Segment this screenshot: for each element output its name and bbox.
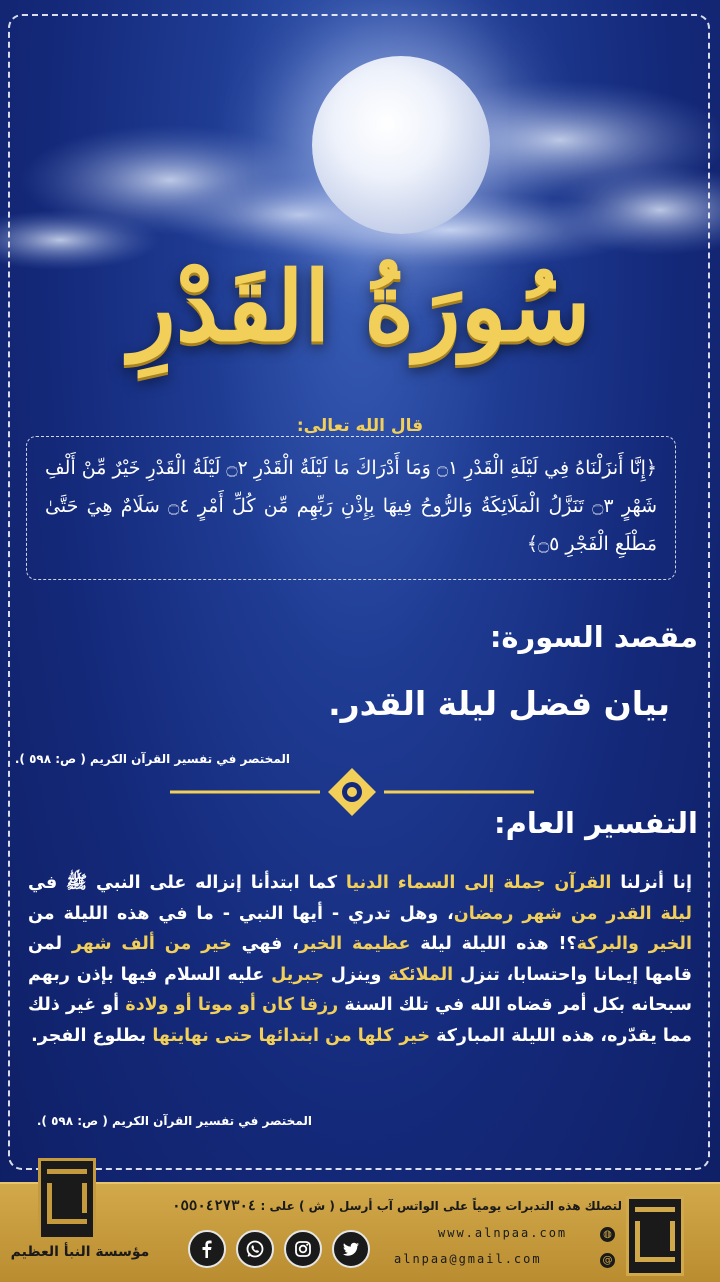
org-logo-icon: [38, 1158, 96, 1240]
tafsir-highlight: خير من ألف شهر: [71, 934, 232, 954]
tafsir-text: ؟! هذه الليلة ليلة: [410, 934, 577, 954]
email-link[interactable]: alnpaa@gmail.com: [394, 1252, 542, 1266]
subscribe-line: [172, 1198, 622, 1214]
tafsir-heading: التفسير العام:: [494, 806, 698, 840]
maqsad-source: المختصر في تفسير القرآن الكريم ( ص: ٥٩٨ ).: [14, 752, 290, 766]
tafsir-highlight: القرآن جملة إلى السماء الدنيا: [345, 873, 612, 893]
at-icon: @: [600, 1253, 615, 1268]
tafsir-highlight: جبريل: [271, 964, 324, 985]
intro-label: قال الله تعالى:: [296, 416, 424, 436]
tafsir-highlight: رزقا كان أو موتا أو ولادة: [125, 995, 339, 1015]
tafsir-text: وينزل: [323, 964, 389, 985]
tafsir-text: بطلوع الفجر.: [31, 1025, 153, 1046]
facebook-icon[interactable]: [188, 1230, 226, 1268]
tafsir-highlight: الملائكة: [388, 964, 454, 985]
website-link[interactable]: www.alnpaa.com: [438, 1226, 568, 1240]
verse-box: ﴿إِنَّا أَنزَلْنَاهُ فِي لَيْلَةِ الْقَدْرِ ۝١ وَمَا أَدْرَاكَ مَا لَيْلَةُ الْقَدْرِ ۝٢ لَيْلَةُ الْقَدْرِ خَيْرٌ مِّنْ أَلْفِ شَهْرٍ ۝٣ تَنَزَّلُ الْمَلَائِكَةُ وَالرُّوحُ فِيهَا بِإِذْنِ رَبِّهِم مِّن كُلِّ أَمْرٍ ۝٤ سَلَامٌ هِيَ حَتَّىٰ مَطْلَعِ الْفَجْرِ ۝٥﴾: [26, 436, 676, 580]
tafsir-text: كما ابتدأنا إنزاله على النبي ﷺ في: [28, 873, 346, 893]
whatsapp-icon[interactable]: [236, 1230, 274, 1268]
twitter-icon[interactable]: [332, 1230, 370, 1268]
tafsir-source: المختصر في تفسير القرآن الكريم ( ص: ٥٩٨ ).: [36, 1114, 312, 1128]
tafsir-text: إنا أنزلنا: [611, 873, 692, 893]
tafsir-highlight: عظيمة الخير: [298, 934, 411, 954]
maqsad-heading: مقصد السورة:: [489, 620, 698, 654]
ornament-divider: [170, 764, 534, 820]
phone-number[interactable]: ٠٥٥٠٤٢٧٣٠٤: [172, 1198, 257, 1214]
tafsir-body: [28, 868, 692, 1051]
tafsir-text: ، وهل تدري - أيها النبي - ما في هذه الليلة من: [28, 903, 454, 924]
tafsir-text: لمن قامها إيمانا واحتسابا، تنزل: [28, 934, 692, 985]
tafsir-highlight: الخير والبركة: [576, 934, 692, 954]
org-name: مؤسسة النبأ العظيم: [10, 1244, 150, 1260]
tafsir-highlight: خير كلها من ابتدائها حتى نهايتها: [152, 1025, 430, 1046]
instagram-icon[interactable]: [284, 1230, 322, 1268]
org-logo-small-icon: [626, 1196, 684, 1276]
globe-icon: ◍: [600, 1227, 615, 1242]
tafsir-text: ، فهي: [231, 934, 299, 954]
tafsir-text: عليه السلام فيها بإذن ربهم سبحانه بكل أمر قضاه الله في تلك السنة: [28, 964, 692, 1015]
subscribe-text: لتصلك هذه التدبرات يومياً على الواتس آب أرسل ( ش ) على :: [260, 1199, 622, 1213]
tafsir-highlight: ليلة القدر من شهر رمضان: [453, 903, 692, 924]
surah-title: سُورَةُ القَدْرِ: [129, 250, 591, 363]
tafsir-text: أو غير ذلك مما يقدّره، هذه الليلة المباركة: [28, 995, 692, 1046]
maqsad-text: بيان فضل ليلة القدر.: [328, 684, 670, 723]
